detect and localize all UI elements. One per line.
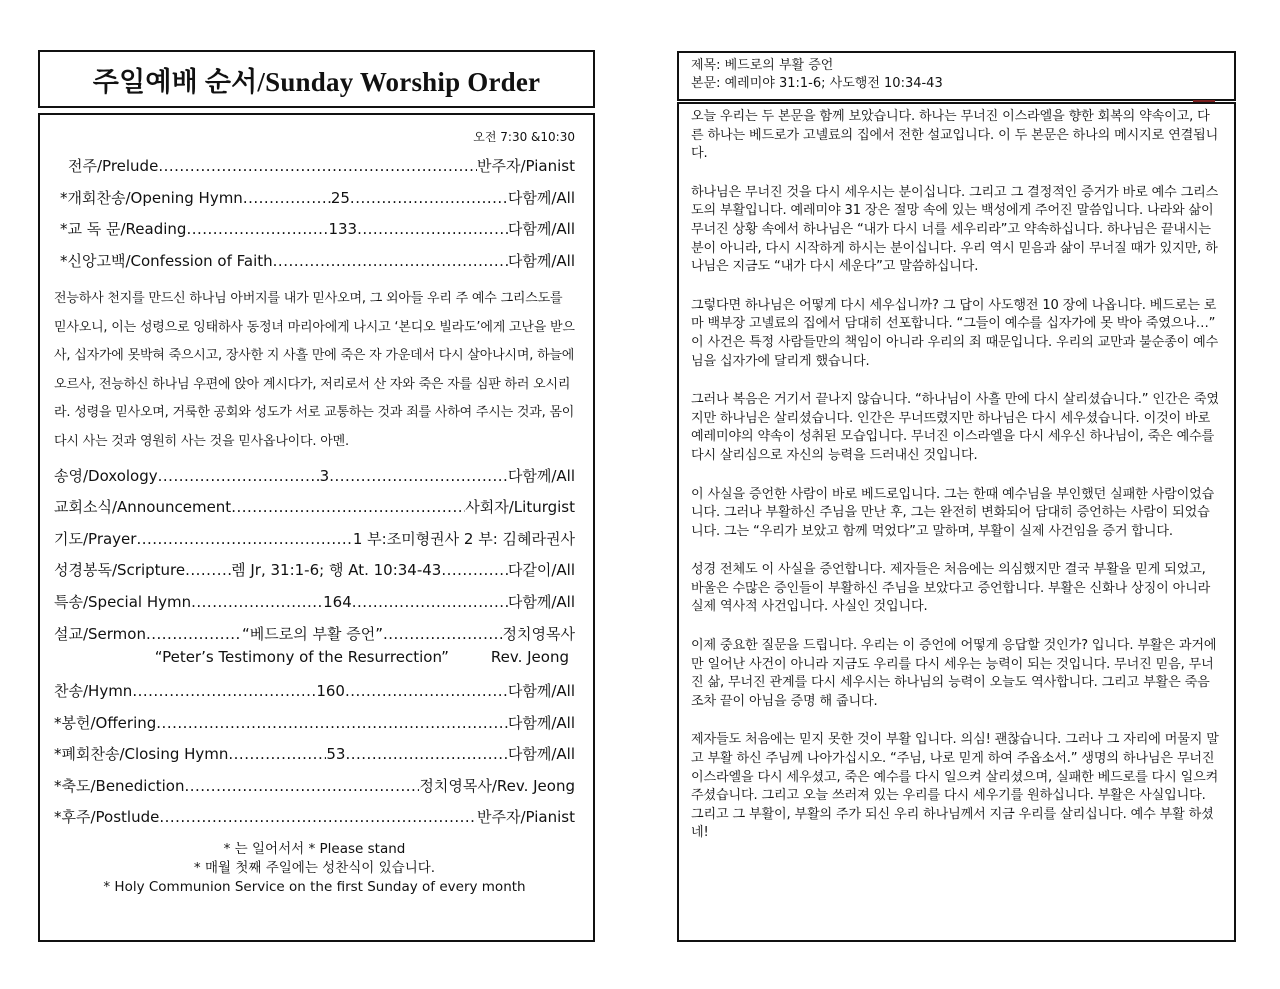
sermon-paragraph: 이 사실을 증언한 사람이 바로 베드로입니다. 그는 한때 예수님을 부인했던 실패한 사람이었습니다. 그러나 부활하신 주님을 만난 후, 그는 완전히 변화되어 담대히 증언하는 사람이 되었습니다. 그는 “우리가 보았고 함께 먹었다”고 말하며, 부활이 실제 사건임을 증거 합니다.	[691, 486, 1215, 539]
order-row-prelude	[54, 151, 575, 183]
sermon-header-box	[677, 51, 1236, 101]
leader-dots	[156, 708, 508, 740]
order-row-doxology	[54, 461, 575, 493]
order-row-opening-hymn	[54, 183, 575, 215]
leader-dots	[191, 587, 323, 619]
order-label: 찬송/Hymn	[54, 682, 133, 701]
leader-dots	[136, 524, 352, 556]
sermon-body-box	[677, 102, 1236, 942]
leader-dots	[352, 587, 508, 619]
leader-dots	[158, 151, 477, 183]
sermon-paragraph: 이제 중요한 질문을 드립니다. 우리는 이 증언에 어떻게 응답할 것인가? 입니다. 부활은 과거에만 일어난 사건이 아니라 지금도 우리를 다시 세우는 능력이 되는 것입니다. 무너진 믿음, 무너진 삶, 무너진 관계를 다시 세우시는 하나님의 능력이 오늘도 역사합니다. 그리고 부활은 죽음 조차 끝이 아님을 증명 해 줍니다.	[691, 638, 1217, 709]
sermon-paragraph: 그렇다면 하나님은 어떻게 다시 세우십니까? 그 답이 사도행전 10 장에 나옵니다. 베드로는 로마 백부장 고넬료의 집에서 담대히 선포합니다. “그들이 예수를 십자가에 못 박아 죽였으나…” 이 사건은 특정 사람들만의 책임이 아니라 우리의 죄 때문입니다. 우리의 교만과 불순종이 예수님을 십자가에 달리게 했습니다.	[691, 297, 1219, 369]
leader-dots	[441, 555, 508, 587]
order-label: *폐회찬송/Closing Hymn	[54, 745, 229, 764]
order-row-sermon	[54, 622, 575, 646]
apostles-creed: 전능하사 천지를 만드신 하나님 아버지를 내가 믿사오며, 그 외아들 우리 주 예수 그리스도를 믿사오니, 이는 성령으로 잉태하사 동정녀 마리아에게 나시고 ‘본디오 빌라도’에게 고난을 받으사, 십자가에 못박혀 죽으시고, 장사한 지 사흘 만에 죽은 자 가운데서 다시 살아나시며, 하늘에 오르사, 전능하신 하나님 우편에 앉아 계시다가, 저리로서 산 자와 죽은 자를 심판 하러 오시리라. 성령을 믿사오며, 거룩한 공회와 성도가 서로 교통하는 것과 죄를 사하여 주시는 것과, 몸이 다시 사는 것과 영원히 사는 것을 믿사옵나이다. 아멘.	[54, 291, 575, 449]
hymn-number: 160	[316, 682, 345, 701]
order-row-special-hymn	[54, 587, 575, 619]
order-leader: 다함께/All	[507, 745, 575, 764]
order-label: 교회소식/Announcement	[54, 498, 232, 517]
leader-dots	[231, 492, 465, 524]
hymn-number: 53	[326, 745, 346, 764]
order-label: 기도/Prayer	[54, 529, 137, 548]
sermon-title: 제목: 베드로의 부활 증언	[691, 58, 834, 73]
leader-dots	[132, 676, 316, 708]
leader-dots	[350, 183, 508, 215]
leader-dots	[228, 739, 326, 771]
order-label: *봉헌/Offering	[54, 713, 157, 732]
leader-dots	[329, 461, 508, 493]
sermon-paragraph: 오늘 우리는 두 본문을 함께 보았습니다. 하나는 무너진 이스라엘을 향한 회복의 약속이고, 다른 하나는 베드로가 고넬료의 집에서 전한 설교입니다. 이 두 본문은 하나의 메시지로 연결됩니다.	[691, 109, 1219, 162]
order-label: 성경봉독/Scripture	[54, 561, 186, 580]
leader-dots	[345, 676, 508, 708]
order-row-confession	[54, 246, 575, 278]
order-row-closing-hymn	[54, 739, 575, 771]
sermon-paragraph: 제자들도 처음에는 믿지 못한 것이 부활 입니다. 의심! 괜찮습니다. 그러나 그 자리에 머물지 말고 부활 하신 주님께 나아가십시오. “주님, 나로 믿게 하여 주옵소서.” 생명의 하나님은 무너진 이스라엘을 다시 세우셨고, 죽은 예수를 다시 일으켜 살리셨으며, 실패한 베드로를 다시 일으켜 주셨습니다. 그리고 오늘 쓰러져 있는 우리를 다시 세우기를 원하십니다. 부활은 사실입니다. 그리고 그 부활이, 부활의 주가 되신 우리 하나님께서 지금 우리를 살리십니다. 예수 부활 하셨네!	[691, 732, 1219, 841]
sermon-paragraph: 하나님은 무너진 것을 다시 세우시는 분이십니다. 그리고 그 결정적인 증거가 바로 예수 그리스도의 부활입니다. 예레미야 31 장은 절망 속에 있는 백성에게 주어진 말씀입니다. 나라와 삶이 무너진 상황 속에서 하나님은 “내가 다시 너를 세우리라”고 약속하십니다. 하나님은 끝내시는 분이 아니라, 다시 시작하게 하시는 분이십니다. 우리 역시 믿음과 삶이 무너질 때가 있지만, 하나님은 지금도 “내가 다시 세운다”고 말씀하십니다.	[691, 184, 1219, 275]
sermon-title-ko: “베드로의 부활 증언”	[241, 625, 383, 644]
order-row-offering	[54, 708, 575, 740]
order-leader: 반주자/Pianist	[477, 808, 575, 827]
leader-dots	[383, 622, 503, 646]
order-row-postlude	[54, 802, 575, 834]
leader-dots	[159, 802, 477, 834]
order-label: *교 독 문/Reading	[60, 220, 187, 238]
order-row-reading	[54, 214, 575, 246]
order-label: 전주/Prelude	[68, 157, 159, 175]
note-communion-ko: * 매월 첫째 주일에는 성찬식이 있습니다.	[193, 859, 436, 876]
order-leader: 사회자/Liturgist	[465, 498, 575, 517]
order-label: *신앙고백/Confession of Faith	[60, 251, 273, 270]
note-stand: * 는 일어서서 * Please stand	[223, 840, 406, 857]
service-times: 오전 7:30 &10:30	[473, 130, 575, 144]
leader-dots	[146, 622, 242, 646]
leader-dots	[345, 739, 507, 771]
order-row-prayer	[54, 524, 575, 556]
leader-dots	[185, 555, 231, 587]
sermon-paragraph: 성경 전체도 이 사실을 증언합니다. 제자들은 처음에는 의심했지만 결국 부활을 믿게 되었고, 바울은 수많은 증인들이 부활하신 주님을 보았다고 증언합니다. 부활은 신화나 상징이 아니라 실제 역사적 사건입니다. 사실인 것입니다.	[691, 562, 1211, 615]
sermon-title-en: “Peter’s Testimony of the Resurrection”	[154, 648, 449, 667]
order-label: *축도/Benediction	[54, 776, 185, 795]
sermon-scripture: 본문: 예레미야 31:1-6; 사도행전 10:34-43	[691, 76, 943, 91]
page-title: 주일예배 순서/Sunday Worship Order	[92, 66, 541, 97]
leader-dots	[273, 246, 508, 278]
order-leader: 다함께/All	[507, 220, 575, 238]
order-leader: 다함께/All	[507, 466, 575, 485]
worship-order-box	[38, 113, 595, 942]
order-leader: 정치영목사	[502, 625, 575, 644]
order-leader: 다같이/All	[507, 561, 575, 580]
order-leader: 다함께/All	[507, 592, 575, 611]
order-row-announcement	[54, 492, 575, 524]
order-label: *개회찬송/Opening Hymn	[60, 188, 243, 207]
prayer-leaders: 1 부:조미형권사 2 부: 김혜라권사	[352, 529, 575, 548]
leader-dots	[186, 214, 328, 246]
leader-dots	[243, 183, 331, 215]
order-row-sermon-en	[54, 646, 575, 668]
sermon-preacher-en: Rev. Jeong	[490, 648, 569, 667]
hymn-number: 164	[323, 592, 352, 611]
leader-dots	[158, 461, 320, 493]
order-leader: 다함께/All	[507, 251, 575, 270]
hymn-number: 25	[330, 188, 350, 207]
scripture-reference: 렘 Jr, 31:1-6; 행 At. 10:34-43	[231, 561, 442, 580]
leader-dots	[184, 771, 419, 803]
bulletin-title-box	[38, 50, 595, 108]
order-row-hymn	[54, 676, 575, 708]
order-label: 특송/Special Hymn	[54, 592, 192, 611]
reading-number: 133	[328, 220, 358, 238]
bulletin-notes	[54, 840, 575, 897]
note-communion-en: * Holy Communion Service on the first Sunday of every month	[103, 878, 526, 895]
order-leader: 다함께/All	[507, 682, 575, 701]
order-label: *후주/Postlude	[54, 808, 160, 827]
order-label: 설교/Sermon	[54, 625, 146, 644]
order-leader: 반주자/Pianist	[477, 157, 575, 175]
order-label: 송영/Doxology	[54, 466, 158, 485]
order-leader: 정치영목사/Rev. Jeong	[419, 776, 575, 795]
sermon-paragraph: 그러나 복음은 거기서 끝나지 않습니다. “하나님이 사흘 만에 다시 살리셨습니다.” 인간은 죽였지만 하나님은 살리셨습니다. 인간은 무너뜨렸지만 하나님은 다시 세우셨습니다. 이것이 바로 예레미야의 약속이 성취된 모습입니다. 무너진 이스라엘을 다시 세우신 하나님이, 죽은 예수를 다시 살리심으로 자신의 능력을 드러내신 것입니다.	[691, 392, 1219, 463]
order-row-benediction	[54, 771, 575, 803]
order-row-scripture	[54, 555, 575, 587]
order-leader: 다함께/All	[507, 713, 575, 732]
order-leader: 다함께/All	[507, 188, 575, 207]
hymn-number: 3	[319, 466, 330, 485]
leader-dots	[357, 214, 508, 246]
